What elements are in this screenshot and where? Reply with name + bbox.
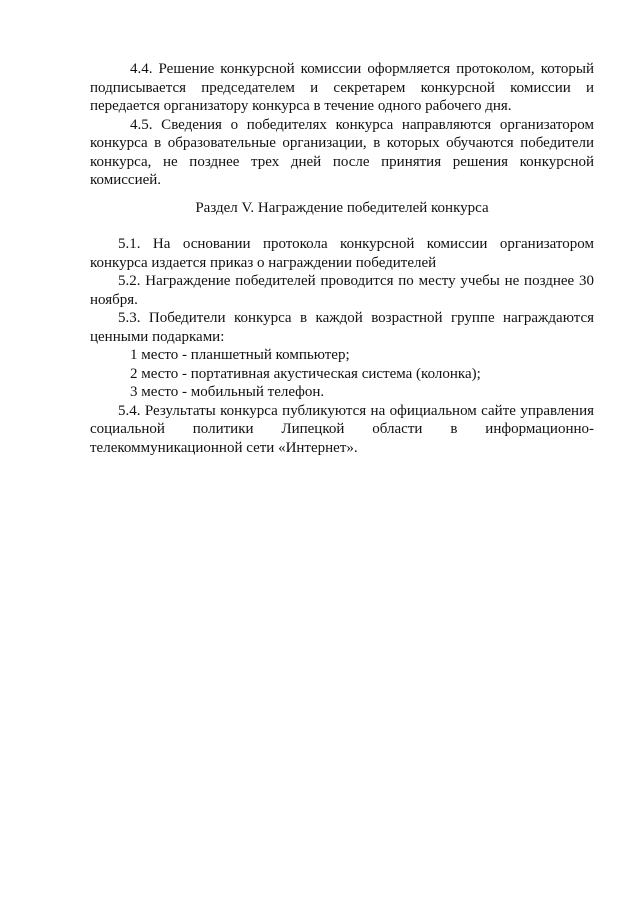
section-heading: Раздел V. Награждение победителей конкурса (195, 200, 489, 216)
prize-list-item: 3 место - мобильный телефон. (130, 384, 325, 400)
section-5-block (90, 235, 594, 457)
section-5-heading-block (90, 199, 594, 218)
paragraph-5-4: 5.4. Результаты конкурса публикуются на официальном сайте управления социальной политики Липецкой области в информационно-телекоммуникационной сети «Интернет». (90, 402, 594, 456)
paragraph-4-4: 4.4. Решение конкурсной комиссии оформляется протоколом, который подписывается председателем и секретарем конкурсной комиссии и передается организатору конкурса в течение одного рабочего дня. (90, 61, 594, 114)
paragraph-5-1: 5.1. На основании протокола конкурсной комиссии организатором конкурса издается приказ о награждении победителей (90, 236, 594, 271)
prize-list-item: 2 место - портативная акустическая система (колонка); (130, 365, 481, 382)
paragraph-5-3: 5.3. Победители конкурса в каждой возрастной группе награждаются ценными подарками: (90, 310, 594, 345)
section-4-block (90, 60, 594, 190)
paragraph-5-2: 5.2. Награждение победителей проводится по месту учебы не позднее 30 ноября. (90, 273, 594, 308)
paragraph-4-5: 4.5. Сведения о победителях конкурса направляются организатором конкурса в образовательные организации, в которых обучаются победители конкурса, не позднее трех дней после принятия решения конкурсной комиссией. (90, 116, 594, 188)
prize-list-item: 1 место - планшетный компьютер; (130, 347, 350, 363)
